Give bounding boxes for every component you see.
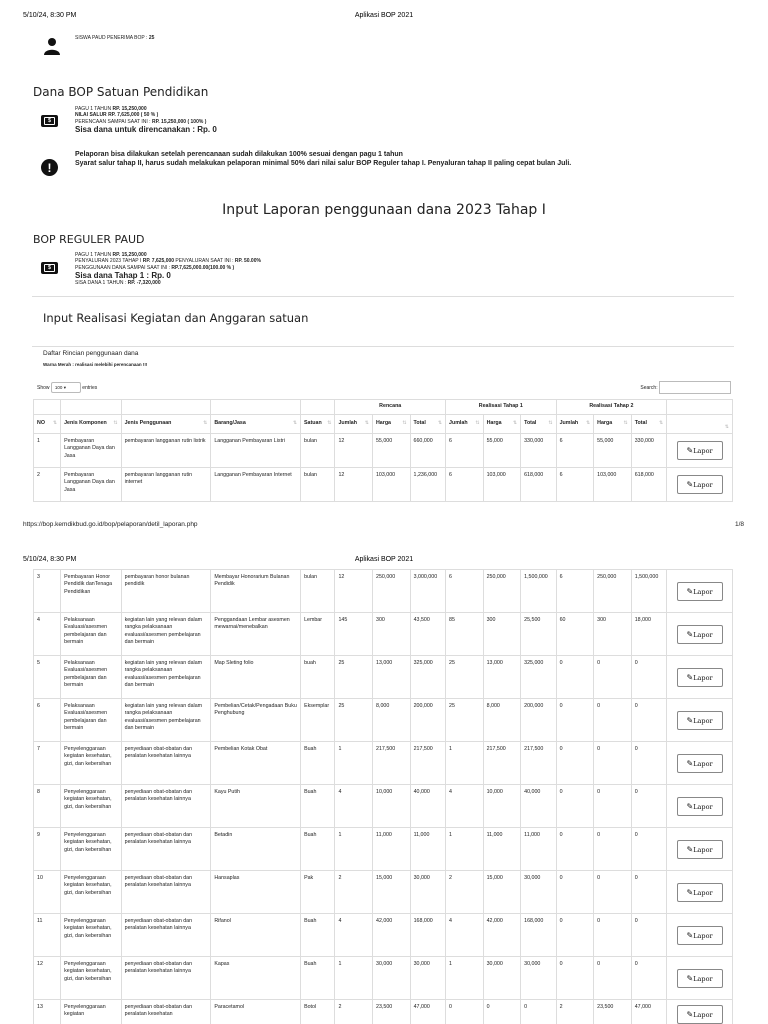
cell-barang: Map Sleting folio [211, 656, 301, 699]
cell-b-j: 60 [556, 613, 594, 656]
cell-penggunaan: penyediaan obat-obatan dan peralatan kesehatan lainnya [121, 871, 211, 914]
lapor-button[interactable]: ✎Lapor [677, 625, 723, 644]
rincian-title: Daftar Rincian penggunaan dana [43, 350, 139, 357]
sort-icon: ⇅ [475, 420, 480, 427]
sort-icon: ⇅ [203, 420, 208, 427]
cell-a-t: 200,000 [521, 699, 556, 742]
cell-a-h: 103,000 [483, 468, 521, 502]
search: Search: [640, 381, 731, 394]
cell-b-h: 0 [594, 656, 632, 699]
rincian-table-continued [33, 569, 733, 1024]
cell-penggunaan: pembayaran langganan rutin internet [121, 468, 211, 502]
cell-action [667, 742, 733, 785]
th-realisasi2-jumlah[interactable]: Jumlah ⇅ [556, 415, 594, 434]
cell-satuan: Eksemplar [301, 699, 335, 742]
cell-b-t: 0 [631, 656, 666, 699]
cell-action [667, 1000, 733, 1024]
cell-a-j: 1 [446, 742, 484, 785]
sisa-tahap: Sisa dana Tahap 1 : Rp. 0 [75, 270, 171, 280]
realisasi-title: Input Realisasi Kegiatan dan Anggaran satuan [43, 311, 309, 325]
cell-r-j: 12 [335, 434, 373, 468]
lapor-button[interactable]: ✎Lapor [677, 711, 723, 730]
cell-a-t: 30,000 [521, 871, 556, 914]
pencil-icon: ✎ [686, 480, 694, 489]
cell-action [667, 699, 733, 742]
cell-action [667, 828, 733, 871]
cell-a-j: 85 [446, 613, 484, 656]
cell-b-h: 0 [594, 742, 632, 785]
cell-barang: Kayu Putih [211, 785, 301, 828]
pencil-icon: ✎ [686, 672, 694, 682]
table-row [34, 957, 733, 1000]
group-rencana: Rencana [335, 400, 446, 415]
cell-action [667, 957, 733, 1000]
cell-satuan: bulan [301, 468, 335, 502]
cell-no: 11 [34, 914, 61, 957]
cell-r-t: 168,000 [410, 914, 445, 957]
cell-a-j: 6 [446, 434, 484, 468]
cell-b-t: 618,000 [631, 468, 666, 502]
lapor-button[interactable]: ✎Lapor [677, 797, 723, 816]
cell-b-t: 18,000 [631, 613, 666, 656]
cell-a-h: 250,000 [483, 570, 521, 613]
cell-a-j: 1 [446, 828, 484, 871]
sort-icon: ⇅ [113, 420, 118, 427]
cell-b-j: 6 [556, 570, 594, 613]
cell-b-t: 0 [631, 871, 666, 914]
print-datetime: 5/10/24, 8:30 PM [23, 12, 77, 19]
print-url: https://bop.kemdikbud.go.id/bop/pelaporan/detil_laporan.php [23, 521, 198, 528]
show-entries: Show 100 ▾ entries [37, 382, 97, 393]
cell-barang: Pembelian/Cetak/Pengadaan Buku Penghubung [211, 699, 301, 742]
cell-r-h: 15,000 [373, 871, 411, 914]
pencil-icon: ✎ [686, 629, 694, 639]
cell-b-h: 0 [594, 785, 632, 828]
cell-action [667, 434, 733, 468]
sisa-direncanakan: Sisa dana untuk direncanakan : Rp. 0 [75, 124, 217, 134]
pencil-icon: ✎ [686, 887, 694, 897]
cell-a-j: 4 [446, 785, 484, 828]
cell-b-t: 0 [631, 785, 666, 828]
cell-action [667, 785, 733, 828]
cell-b-j: 0 [556, 742, 594, 785]
table-row [34, 914, 733, 957]
cell-r-j: 25 [335, 656, 373, 699]
cell-jenis: Pembayaran Langganan Daya dan Jasa [61, 434, 122, 468]
cell-a-t: 1,500,000 [521, 570, 556, 613]
cell-b-t: 330,000 [631, 434, 666, 468]
cell-satuan: Buah [301, 742, 335, 785]
th-realisasi1-harga[interactable]: Harga ⇅ [483, 415, 521, 434]
cell-b-t: 0 [631, 828, 666, 871]
cell-b-h: 0 [594, 699, 632, 742]
sort-icon: ⇅ [402, 420, 407, 427]
cell-a-j: 4 [446, 914, 484, 957]
cell-penggunaan: pembayaran langganan rutin listrik [121, 434, 211, 468]
lapor-button[interactable]: ✎Lapor [677, 441, 723, 460]
lapor-button[interactable]: ✎Lapor [677, 969, 723, 988]
cell-a-h: 300 [483, 613, 521, 656]
cell-jenis: Pelaksanaan Evaluasi/asesmen pembelajaran dan bermain [61, 613, 122, 656]
cell-a-t: 330,000 [521, 434, 556, 468]
cell-r-h: 8,000 [373, 699, 411, 742]
th-jenis-penggunaan[interactable]: Jenis Penggunaan ⇅ [121, 415, 211, 434]
cell-b-t: 0 [631, 957, 666, 1000]
cell-no: 13 [34, 1000, 61, 1024]
table-row [34, 656, 733, 699]
cell-b-j: 6 [556, 468, 594, 502]
cell-jenis: Penyelenggaraan kegiatan [61, 1000, 122, 1024]
group-realisasi-2: Realisasi Tahap 2 [556, 400, 667, 415]
cell-satuan: Buah [301, 914, 335, 957]
cell-b-h: 0 [594, 957, 632, 1000]
table-row [34, 468, 733, 502]
cell-a-t: 168,000 [521, 914, 556, 957]
cell-jenis: Penyelenggaraan kegiatan kesehatan, gizi, dan kebersihan [61, 871, 122, 914]
cell-b-t: 1,500,000 [631, 570, 666, 613]
cell-action [667, 656, 733, 699]
cell-r-j: 25 [335, 699, 373, 742]
cell-penggunaan: penyediaan obat-obatan dan peralatan kesehatan [121, 1000, 211, 1024]
cell-r-t: 11,000 [410, 828, 445, 871]
cell-b-j: 6 [556, 434, 594, 468]
sort-icon: ⇅ [52, 420, 58, 427]
dana-section-title: Dana BOP Satuan Pendidikan [33, 85, 209, 99]
dana-summary: PAGU 1 TAHUN RP. 15,250,000 NILAI SALUR RP. 7,625,000 ( 50 % ) PERENCAAN SAMPAI SAAT INI : RP. 15,250,000 ( 100% ) Sisa dana untuk direncanakan : Rp. 0 [75, 106, 217, 134]
th-realisasi2-total[interactable]: Total ⇅ [631, 415, 666, 434]
cell-b-h: 23,500 [594, 1000, 632, 1024]
th-rencana-jumlah[interactable]: Jumlah ⇅ [335, 415, 373, 434]
cell-r-h: 13,000 [373, 656, 411, 699]
rincian-note: Warna Merah : realisasi melebihi perencanaan !!! [43, 362, 148, 367]
cell-a-j: 6 [446, 570, 484, 613]
group-realisasi-1: Realisasi Tahap 1 [446, 400, 557, 415]
cell-satuan: Buah [301, 957, 335, 1000]
cell-penggunaan: penyediaan obat-obatan dan peralatan kesehatan lainnya [121, 828, 211, 871]
pencil-icon: ✎ [686, 758, 694, 768]
reguler-summary: PAGU 1 TAHUN RP. 15,250,000 PENYALURAN 2023 TAHAP I RP. 7,625,000 PENYALURAN SAAT INI : RP. 50.00% PENGGUNAAN DANA SAMPAI SAAT INI : RP.7,625,000.00(100.00 % ) Sisa dana Tahap 1 : Rp. 0 SISA DANA 1 TAHUN : RP. -7,320,000 [75, 252, 261, 286]
cell-r-h: 23,500 [373, 1000, 411, 1024]
cell-r-j: 2 [335, 1000, 373, 1024]
cell-a-t: 40,000 [521, 785, 556, 828]
sort-icon: ⇅ [512, 420, 518, 427]
money-icon: $ [41, 262, 58, 274]
cell-r-h: 11,000 [373, 828, 411, 871]
search-input[interactable] [659, 381, 731, 394]
cell-b-h: 0 [594, 914, 632, 957]
cell-a-h: 217,500 [483, 742, 521, 785]
cell-satuan: Buah [301, 828, 335, 871]
cell-r-j: 1 [335, 828, 373, 871]
cell-r-h: 30,000 [373, 957, 411, 1000]
cell-b-j: 0 [556, 871, 594, 914]
cell-satuan: Botol [301, 1000, 335, 1024]
cell-satuan: bulan [301, 434, 335, 468]
sort-icon: ⇅ [437, 420, 443, 427]
cell-barang: Membayar Honorarium Bulanan Pendidik [211, 570, 301, 613]
cell-a-t: 0 [521, 1000, 556, 1024]
cell-r-t: 660,000 [410, 434, 445, 468]
cell-barang: Betadin [211, 828, 301, 871]
table-row [34, 828, 733, 871]
cell-a-j: 2 [446, 871, 484, 914]
th-barang-jasa[interactable]: Barang/Jasa ⇅ [211, 415, 301, 434]
cell-r-t: 325,000 [410, 656, 445, 699]
cell-jenis: Penyelenggaraan kegiatan kesehatan, gizi, dan kebersihan [61, 957, 122, 1000]
cell-no: 12 [34, 957, 61, 1000]
cell-no: 4 [34, 613, 61, 656]
cell-r-t: 30,000 [410, 957, 445, 1000]
lapor-button[interactable]: ✎Lapor [677, 582, 723, 601]
cell-r-t: 43,500 [410, 613, 445, 656]
cell-b-h: 55,000 [594, 434, 632, 468]
cell-r-t: 3,000,000 [410, 570, 445, 613]
table-row [34, 434, 733, 468]
cell-a-j: 1 [446, 957, 484, 1000]
th-realisasi1-total[interactable]: Total ⇅ [521, 415, 556, 434]
cell-satuan: bulan [301, 570, 335, 613]
cell-penggunaan: penyediaan obat-obatan dan peralatan kesehatan lainnya [121, 957, 211, 1000]
cell-action [667, 468, 733, 502]
cell-r-t: 40,000 [410, 785, 445, 828]
cell-no: 3 [34, 570, 61, 613]
pencil-icon: ✎ [686, 844, 694, 854]
divider [32, 346, 734, 347]
cell-jenis: Penyelenggaraan kegiatan kesehatan, gizi, dan kebersihan [61, 914, 122, 957]
print-app-title: Aplikasi BOP 2021 [354, 12, 414, 19]
cell-b-h: 0 [594, 828, 632, 871]
cell-penggunaan: penyediaan obat-obatan dan peralatan kesehatan lainnya [121, 785, 211, 828]
cell-a-h: 10,000 [483, 785, 521, 828]
rincian-table [33, 399, 733, 502]
th-rencana-total[interactable]: Total ⇅ [410, 415, 445, 434]
cell-b-h: 300 [594, 613, 632, 656]
cell-b-j: 0 [556, 656, 594, 699]
cell-barang: Langganan Pembayaran Listri [211, 434, 301, 468]
cell-r-t: 217,500 [410, 742, 445, 785]
pencil-icon: ✎ [686, 446, 694, 455]
cell-jenis: Pelaksanaan Evaluasi/asesmen pembelajaran dan bermain [61, 699, 122, 742]
th-rencana-harga[interactable]: Harga ⇅ [372, 415, 410, 434]
entries-select[interactable]: 100 ▾ [51, 382, 81, 393]
user-icon [42, 36, 62, 56]
cell-a-h: 30,000 [483, 957, 521, 1000]
cell-a-h: 55,000 [483, 434, 521, 468]
print-header [0, 12, 768, 22]
cell-a-h: 8,000 [483, 699, 521, 742]
pencil-icon: ✎ [686, 1010, 694, 1019]
sort-icon: ⇅ [623, 420, 628, 427]
money-icon: $ [41, 115, 58, 127]
cell-penggunaan: pembayaran honor bulanan pendidik [121, 570, 211, 613]
cell-r-h: 217,500 [373, 742, 411, 785]
cell-satuan: Pak [301, 871, 335, 914]
cell-r-t: 47,000 [410, 1000, 445, 1024]
cell-b-j: 2 [556, 1000, 594, 1024]
cell-no: 9 [34, 828, 61, 871]
cell-satuan: Buah [301, 785, 335, 828]
cell-barang: Rifanol [211, 914, 301, 957]
table-row [34, 742, 733, 785]
cell-r-h: 42,000 [373, 914, 411, 957]
cell-b-t: 0 [631, 914, 666, 957]
table-row [34, 613, 733, 656]
cell-action [667, 871, 733, 914]
cell-a-t: 217,500 [521, 742, 556, 785]
cell-b-t: 47,000 [631, 1000, 666, 1024]
reguler-title: BOP REGULER PAUD [33, 233, 145, 246]
cell-r-h: 103,000 [372, 468, 410, 502]
cell-action [667, 613, 733, 656]
print-header-2: 5/10/24, 8:30 PM Aplikasi BOP 2021 [23, 556, 414, 563]
cell-r-j: 1 [335, 957, 373, 1000]
cell-r-h: 250,000 [373, 570, 411, 613]
cell-b-j: 0 [556, 785, 594, 828]
page-number: 1/8 [734, 521, 744, 528]
cell-penggunaan: kegiatan lain yang relevan dalam rangka pelaksanaan evaluasi/asesmen pembelajaran dan bermain [121, 613, 211, 656]
th-satuan[interactable]: Satuan ⇅ [301, 415, 335, 434]
cell-b-j: 0 [556, 828, 594, 871]
pencil-icon: ✎ [686, 801, 694, 811]
cell-b-t: 0 [631, 742, 666, 785]
table-row [34, 871, 733, 914]
cell-r-h: 10,000 [373, 785, 411, 828]
cell-r-t: 1,236,000 [410, 468, 445, 502]
lapor-button[interactable]: ✎Lapor [677, 1005, 723, 1024]
lapor-button[interactable]: ✎Lapor [677, 926, 723, 945]
cell-b-t: 0 [631, 699, 666, 742]
student-count: SISWA PAUD PENERIMA BOP : 25 [75, 35, 155, 41]
sort-icon: ⇅ [364, 420, 369, 427]
cell-jenis: Pembayaran Honor Pendidik danTenaga Pendidikan [61, 570, 122, 613]
sort-icon: ⇅ [658, 420, 664, 427]
cell-b-j: 0 [556, 699, 594, 742]
cell-r-j: 4 [335, 785, 373, 828]
cell-a-h: 11,000 [483, 828, 521, 871]
cell-barang: Penggandaan Lembar asesmen mewarnai/menebalkan [211, 613, 301, 656]
cell-penggunaan: penyediaan obat-obatan dan peralatan kesehatan lainnya [121, 914, 211, 957]
cell-r-j: 12 [335, 570, 373, 613]
page-title: Input Laporan penggunaan dana 2023 Tahap I [222, 202, 546, 218]
cell-r-j: 1 [335, 742, 373, 785]
cell-a-t: 30,000 [521, 957, 556, 1000]
cell-a-j: 6 [446, 468, 484, 502]
cell-barang: Hansaplas [211, 871, 301, 914]
sort-icon: ⇅ [585, 420, 591, 427]
cell-jenis: Pelaksanaan Evaluasi/asesmen pembelajaran dan bermain [61, 656, 122, 699]
cell-no: 10 [34, 871, 61, 914]
cell-a-j: 25 [446, 656, 484, 699]
th-realisasi1-jumlah[interactable]: Jumlah ⇅ [446, 415, 484, 434]
cell-a-h: 42,000 [483, 914, 521, 957]
lapor-button[interactable]: ✎Lapor [677, 883, 723, 902]
cell-b-h: 0 [594, 871, 632, 914]
table-row [34, 1000, 733, 1024]
cell-r-j: 12 [335, 468, 373, 502]
cell-a-t: 11,000 [521, 828, 556, 871]
sort-icon: ⇅ [292, 420, 298, 427]
pencil-icon: ✎ [686, 973, 694, 983]
th-jenis-komponen[interactable]: Jenis Komponen ⇅ [61, 415, 122, 434]
cell-a-h: 13,000 [483, 656, 521, 699]
chevron-down-icon: ▾ [63, 385, 66, 390]
cell-no: 2 [34, 468, 61, 502]
warning-text: Pelaporan bisa dilakukan setelah perencanaan sudah dilakukan 100% sesuai dengan pagu 1 tahun Syarat salur tahap II, harus sudah melakukan pelaporan minimal 50% dari nilai salur BOP Reguler tahap I. Penyaluran tahap II paling cepat bulan Juli. [75, 151, 572, 167]
cell-a-h: 0 [483, 1000, 521, 1024]
cell-r-h: 300 [373, 613, 411, 656]
print-footer [0, 521, 768, 531]
cell-no: 8 [34, 785, 61, 828]
cell-barang: Langganan Pembayaran Internet [211, 468, 301, 502]
cell-jenis: Penyelenggaraan kegiatan kesehatan, gizi, dan kebersihan [61, 828, 122, 871]
cell-b-j: 0 [556, 914, 594, 957]
sort-icon: ⇅ [548, 420, 553, 427]
cell-a-h: 15,000 [483, 871, 521, 914]
cell-barang: Pembelian Kotak Obat [211, 742, 301, 785]
cell-no: 5 [34, 656, 61, 699]
cell-r-t: 30,000 [410, 871, 445, 914]
lapor-button[interactable]: ✎Lapor [677, 840, 723, 859]
cell-penggunaan: penyediaan obat-obatan dan peralatan kesehatan lainnya [121, 742, 211, 785]
lapor-button[interactable]: ✎Lapor [677, 668, 723, 687]
th-action [667, 415, 733, 434]
cell-b-j: 0 [556, 957, 594, 1000]
cell-a-t: 325,000 [521, 656, 556, 699]
th-no[interactable]: NO ⇅ [34, 415, 61, 434]
table-row [34, 570, 733, 613]
cell-b-h: 250,000 [594, 570, 632, 613]
cell-penggunaan: kegiatan lain yang relevan dalam rangka pelaksanaan evaluasi/asesmen pembelajaran dan bermain [121, 699, 211, 742]
cell-a-t: 25,500 [521, 613, 556, 656]
cell-a-j: 25 [446, 699, 484, 742]
cell-b-h: 103,000 [594, 468, 632, 502]
th-realisasi2-harga[interactable]: Harga ⇅ [594, 415, 632, 434]
sort-icon: ⇅ [327, 420, 332, 427]
cell-r-h: 55,000 [372, 434, 410, 468]
cell-action [667, 914, 733, 957]
sort-icon: ⇅ [724, 424, 729, 430]
lapor-button[interactable]: ✎Lapor [677, 754, 723, 773]
pencil-icon: ✎ [686, 715, 694, 725]
cell-no: 6 [34, 699, 61, 742]
cell-satuan: Lembar [301, 613, 335, 656]
cell-penggunaan: kegiatan lain yang relevan dalam rangka pelaksanaan evaluasi/asesmen pembelajaran dan bermain [121, 656, 211, 699]
alert-icon: ! [41, 159, 58, 176]
cell-jenis: Pembayaran Langganan Daya dan Jasa [61, 468, 122, 502]
divider [32, 296, 734, 297]
cell-r-j: 145 [335, 613, 373, 656]
pencil-icon: ✎ [686, 930, 694, 940]
cell-r-j: 2 [335, 871, 373, 914]
table-row [34, 699, 733, 742]
cell-no: 1 [34, 434, 61, 468]
cell-a-t: 618,000 [521, 468, 556, 502]
cell-no: 7 [34, 742, 61, 785]
cell-jenis: Penyelenggaraan kegiatan kesehatan, gizi, dan kebersihan [61, 742, 122, 785]
cell-barang: Paracetamol [211, 1000, 301, 1024]
table-row [34, 785, 733, 828]
cell-jenis: Penyelenggaraan kegiatan kesehatan, gizi, dan kebersihan [61, 785, 122, 828]
cell-r-j: 4 [335, 914, 373, 957]
lapor-button[interactable]: ✎Lapor [677, 475, 723, 494]
cell-r-t: 200,000 [410, 699, 445, 742]
cell-barang: Kapas [211, 957, 301, 1000]
cell-action [667, 570, 733, 613]
pencil-icon: ✎ [686, 586, 694, 596]
cell-a-j: 0 [446, 1000, 484, 1024]
cell-satuan: buah [301, 656, 335, 699]
